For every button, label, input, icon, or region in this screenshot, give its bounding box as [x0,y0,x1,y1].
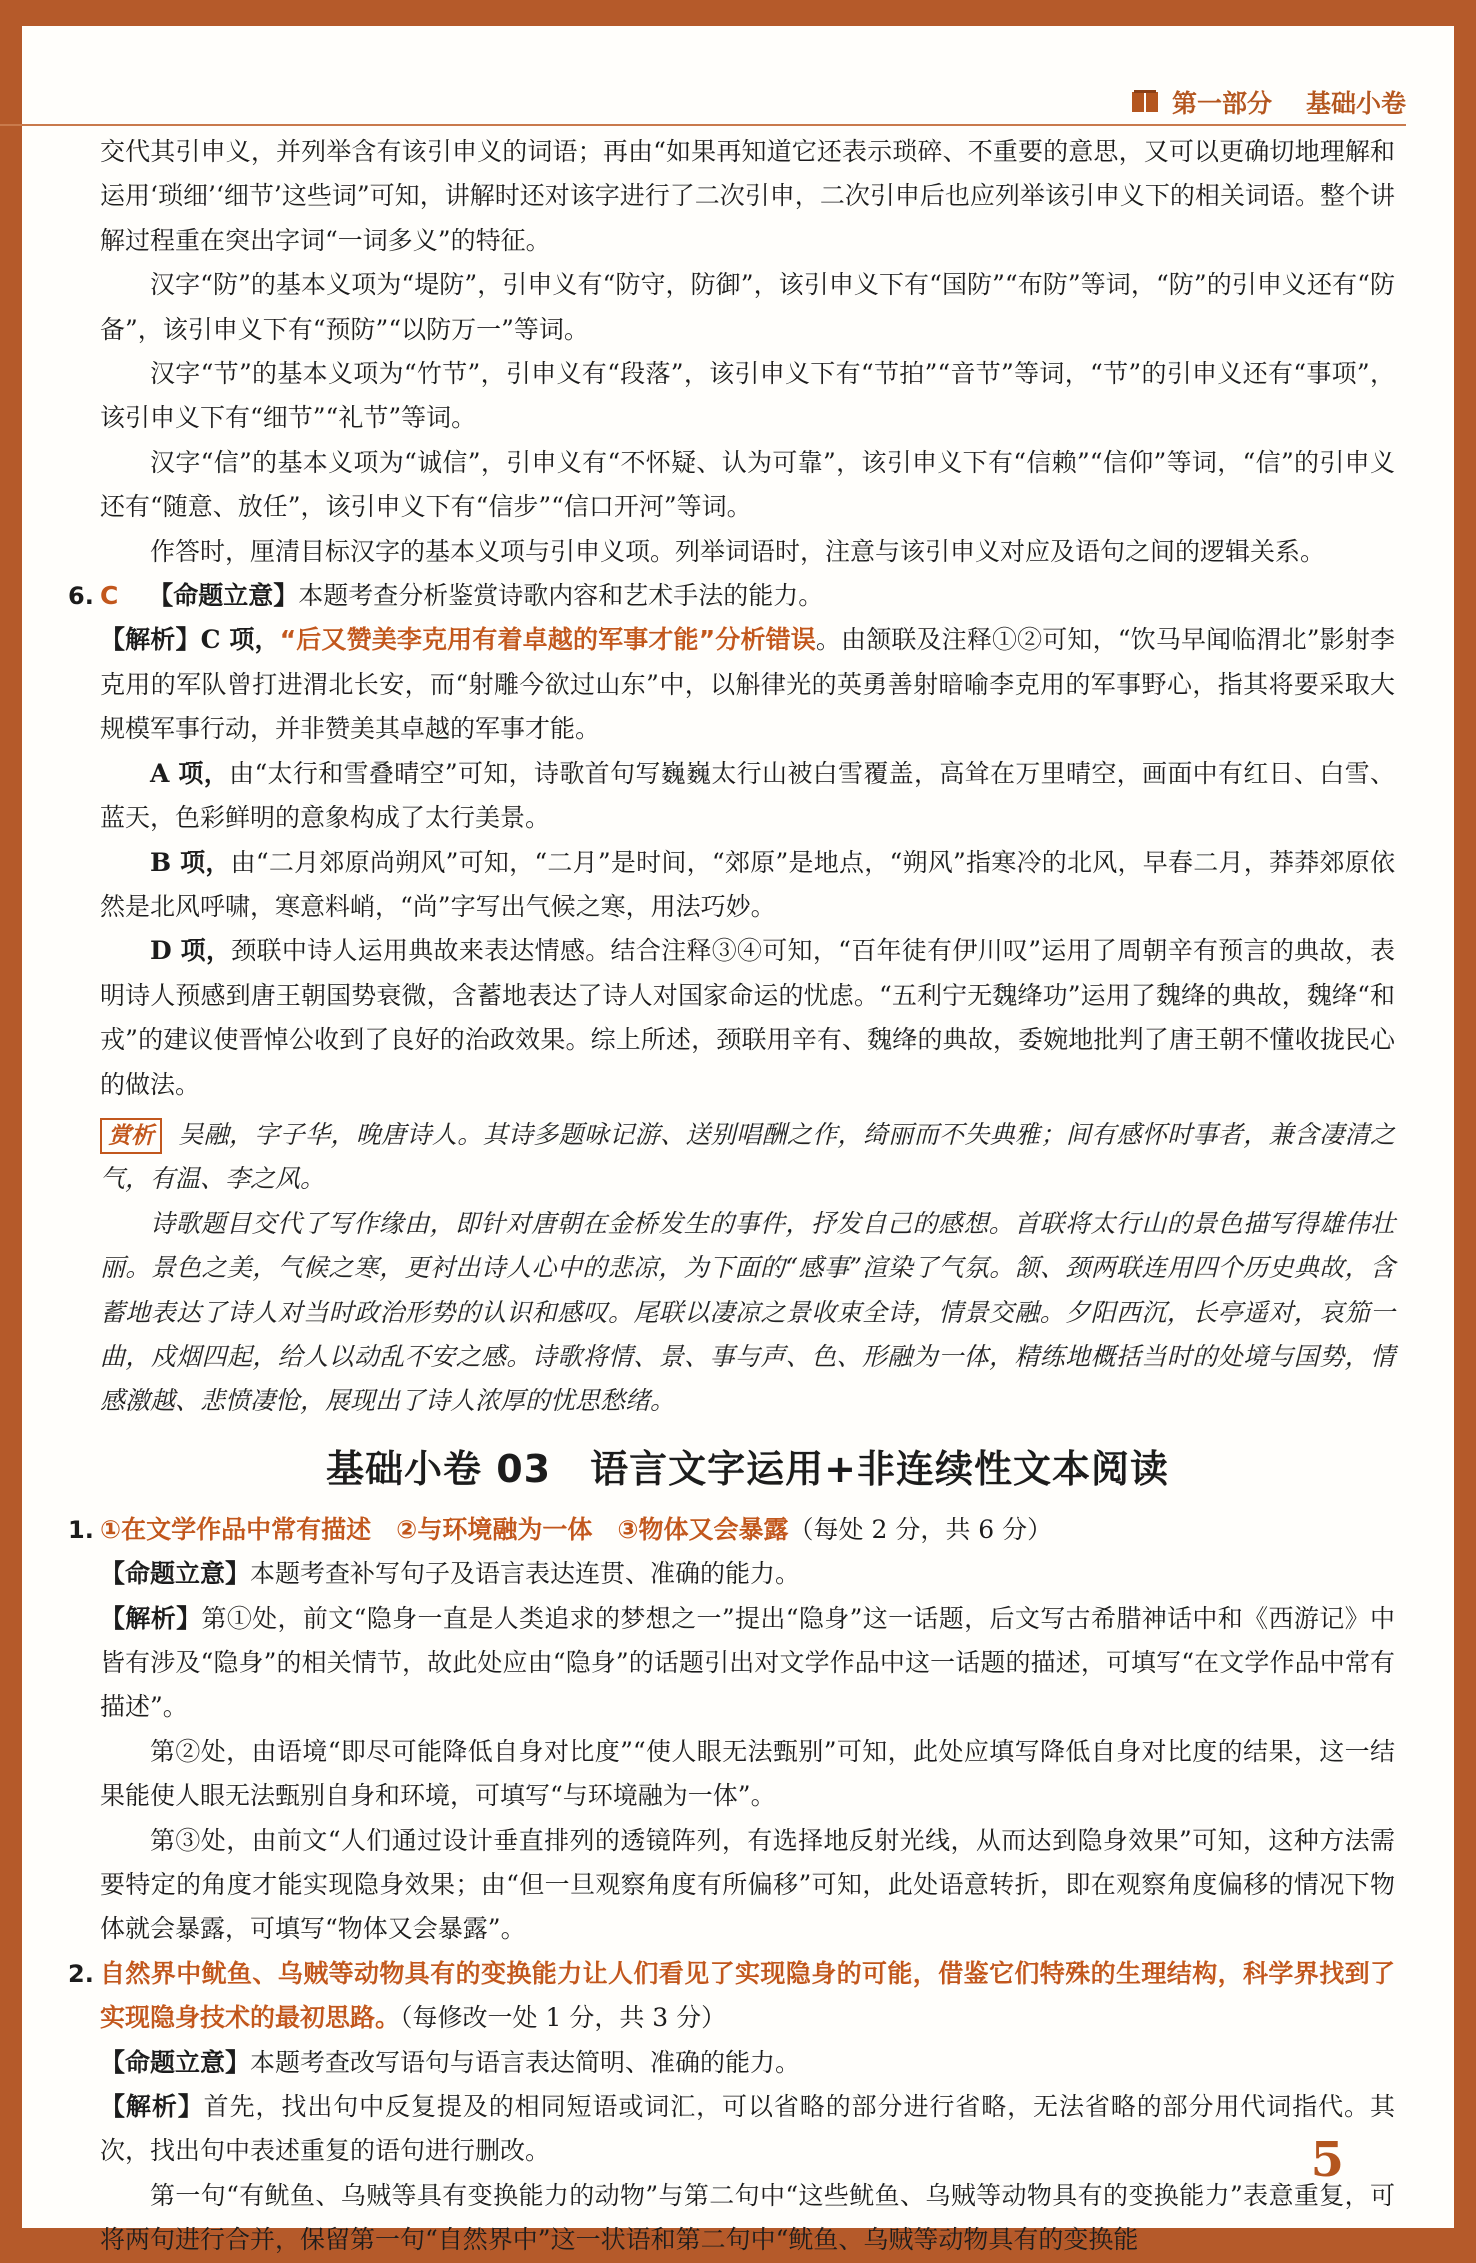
q2-answer-line [68,1952,1395,2041]
question-number: 2. [68,1959,94,1988]
analysis-text: 第①处，前文“隐身一直是人类追求的梦想之一”提出“隐身”这一话题，后文写古希腊神话中和《西游记》中皆有涉及“隐身”的相关情节，故此处应由“隐身”的话题引出对文学作品中这一话题的描述，可填写“在文学作品中常有描述”。 [100,1603,1395,1722]
option-d-label: D 项， [150,936,232,966]
intent-tag: 【命题立意】 [148,581,299,611]
book-icon [1132,90,1162,114]
header-rule [0,124,1406,126]
header-subsection: 基础小卷 [1305,89,1406,118]
paragraph: 交代其引申义，并列举含有该引申义的词语；再由“如果再知道它还表示琐碎、不重要的意思，又可以更确切地理解和运用‘琐细’‘细节’这些词”可知，讲解时还对该字进行了二次引申，二次引申后也应列举该引申义下的相关词语。整个讲解过程重在突出字词“一词多义”的特征。 [100,137,1395,255]
paragraph: 作答时，厘清目标汉字的基本义项与引申义项。列举词语时，注意与该引申义对应及语句之间的逻辑关系。 [150,536,1326,566]
analysis-tag: 【解析】 [100,1603,202,1633]
paragraph: 汉字“节”的基本义项为“竹节”，引申义有“段落”，该引申义下有“节拍”“音节”等词，“节”的引申义还有“事项”，该引申义下有“细节”“礼节”等词。 [100,359,1395,433]
header-section: 第一部分 [1171,89,1272,118]
option-a-label: A 项， [150,758,230,788]
appreciation-block [100,1113,1395,1202]
page-content [68,130,1396,2263]
option-c-label: C 项， [200,625,280,655]
q1-answer: ①在文学作品中常有描述 ②与环境融为一体 ③物体又会暴露 [100,1514,789,1544]
q1-score: （每处 2 分，共 6 分） [788,1514,1053,1544]
q2-analysis-1 [100,2085,1395,2174]
option-c-error: “后又赞美李克用有着卓越的军事才能”分析错误 [279,625,816,655]
intent-tag: 【命题立意】 [100,2047,251,2077]
q1-analysis-3: 第③处，由前文“人们通过设计垂直排列的透镜阵列，有选择地反射光线，从而达到隐身效果”可知，这种方法需要特定的角度才能实现隐身效果；由“但一旦观察角度有所偏移”可知，此处语意转折，即在观察角度偏移的情况下物体就会暴露，可填写“物体又会暴露”。 [100,1825,1395,1944]
intent-text: 本题考查补写句子及语言表达连贯、准确的能力。 [250,1559,801,1589]
q6-analysis-c [100,618,1395,751]
intent-text: 本题考查分析鉴赏诗歌内容和艺术手法的能力。 [298,581,824,611]
analysis-text: 首先，找出句中反复提及的相同短语或词汇，可以省略的部分进行省略，无法省略的部分用代词指代。其次，找出句中表述重复的语句进行删改。 [100,2092,1395,2166]
page-number: 5 [1310,2132,1344,2188]
running-header [1132,84,1406,120]
q6-analysis-a [100,752,1395,841]
paragraph: 汉字“防”的基本义项为“堤防”，引申义有“防守，防御”，该引申义下有“国防”“布防”等词，“防”的引申义还有“防备”，该引申义下有“预防”“以防万一”等词。 [100,270,1395,344]
analysis-tag: 【解析】 [100,625,201,655]
page [22,26,1454,2255]
appreciation-text-2: 诗歌题目交代了写作缘由，即针对唐朝在金桥发生的事件，抒发自己的感想。首联将太行山的景色描写得雄伟壮丽。景色之美，气候之寒，更衬出诗人心中的悲凉，为下面的“感事”渲染了气氛。颔、颈两联连用四个历史典故，含蓄地表达了诗人对当时政治形势的认识和感叹。尾联以凄凉之景收束全诗，情景交融。夕阳西沉，长亭遥对，哀笳一曲，戍烟四起，给人以动乱不安之感。诗歌将情、景、事与声、色、形融为一体，精练地概括当时的处境与国势，情感激越、悲愤凄怆，展现出了诗人浓厚的忧思愁绪。 [100,1208,1395,1416]
section-title: 基础小卷 03 语言文字运用+非连续性文本阅读 [326,1446,1169,1491]
analysis-tag: 【解析】 [100,2092,204,2122]
q6-answer: C [100,581,119,611]
q2-answer: 自然界中鱿鱼、乌贼等动物具有的变换能力让人们看见了实现隐身的可能，借鉴它们特殊的生理结构，科学界找到了实现隐身技术的最初思路。 [100,1958,1395,2033]
question-number: 1. [68,1515,94,1544]
q6-answer-line [68,574,1395,618]
intent-tag: 【命题立意】 [100,1559,251,1589]
question-number: 6. [68,582,94,611]
q2-intent [100,2041,1395,2085]
option-a-text: 由“太行和雪叠晴空”可知，诗歌首句写巍巍太行山被白雪覆盖，高耸在万里晴空，画面中有红日、白雪、蓝天，色彩鲜明的意象构成了太行美景。 [100,758,1395,833]
q1-analysis-1 [100,1597,1395,1730]
option-b-label: B 项， [150,847,231,877]
appreciation-text: 吴融，字子华，晚唐诗人。其诗多题咏记游、送别唱酬之作，绮丽而不失典雅；间有感怀时事者，兼含凄清之气，有温、李之风。 [100,1119,1395,1194]
q1-analysis-2: 第②处，由语境“即尽可能降低自身对比度”“使人眼无法甄别”可知，此处应填写降低自身对比度的结果，这一结果能使人眼无法甄别自身和环境，可填写“与环境融为一体”。 [100,1736,1395,1811]
q2-score: （每修改一处 1 分，共 3 分） [400,2003,727,2033]
q6-analysis-d [100,929,1395,1107]
option-d-text: 颈联中诗人运用典故来表达情感。结合注释③④可知，“百年徒有伊川叹”运用了周朝辛有预言的典故，表明诗人预感到唐王朝国势衰微，含蓄地表达了诗人对国家命运的忧虑。“五利宁无魏绛功”运用了魏绛的典故，魏绛“和戎”的建议使晋悼公收到了良好的治政效果。综上所述，颈联用辛有、魏绛的典故，委婉地批判了唐王朝不懂收拢民心的做法。 [100,936,1395,1099]
option-b-text: 由“二月郊原尚朔风”可知，“二月”是时间，“郊原”是地点，“朔风”指寒冷的北风，早春二月，莽莽郊原依然是北风呼啸，寒意料峭，“尚”字写出气候之寒，用法巧妙。 [100,847,1396,921]
appreciation-badge: 赏析 [100,1118,162,1154]
q1-intent [100,1552,1395,1596]
paragraph: 汉字“信”的基本义项为“诚信”，引申义有“不怀疑、认为可靠”，该引申义下有“信赖”“信仰”等词，“信”的引申义还有“随意、放任”，该引申义下有“信步”“信口开河”等词。 [100,447,1395,522]
intent-text: 本题考查改写语句与语言表达简明、准确的能力。 [250,2047,801,2077]
q1-answer-line [68,1508,1395,1552]
q6-analysis-b [100,841,1395,930]
option-c-text: 。由颔联及注释①②可知，“饮马早闻临渭北”影射李克用的军队曾打进渭北长安，而“射雕今欲过山东”中，以斛律光的英勇善射暗喻李克用的军事野心，指其将要采取大规模军事行动，并非赞美其卓越的军事才能。 [100,625,1395,744]
q2-analysis-2: 第一句“有鱿鱼、乌贼等具有变换能力的动物”与第二句中“这些鱿鱼、乌贼等动物具有的变换能力”表意重复，可将两句进行合并，保留第一句“自然界中”这一状语和第二句中“鱿鱼、乌贼等动物具有的变换能 [100,2180,1395,2255]
